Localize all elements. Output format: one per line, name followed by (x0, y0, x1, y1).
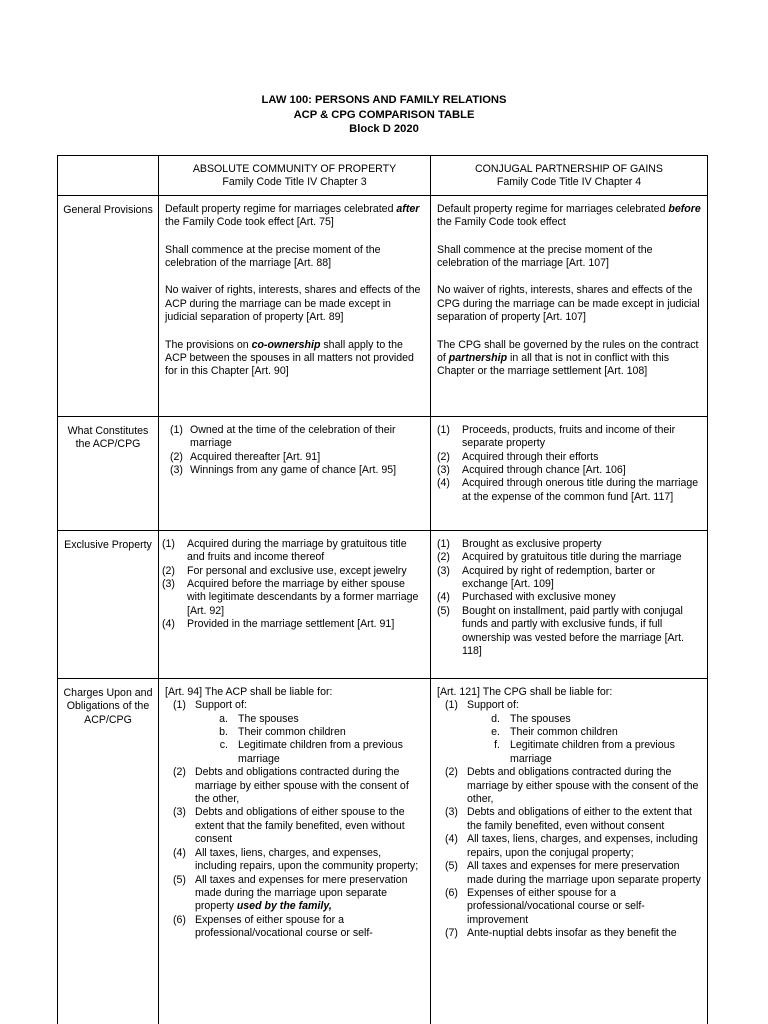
list-item: Debts and obligations of either to the extent that the family benefited, even without consent (467, 806, 692, 832)
list-number: (4) (445, 833, 458, 846)
cpg-charges-cell (431, 678, 708, 1024)
cpg-exclusive-cell (431, 530, 708, 678)
sublist-item: The spouses (238, 712, 299, 725)
list-number: (4) (437, 477, 450, 490)
list-number: (2) (173, 766, 186, 779)
list-item (195, 874, 425, 914)
list-number: (3) (437, 464, 450, 477)
acp-support-sublist (195, 713, 425, 767)
list-item: Debts and obligations of either spouse to the extent that the family benefited, even without consent (195, 806, 405, 846)
row-label-charges: Charges Upon and Obligations of the ACP/CPG (58, 678, 159, 1024)
list-number: (6) (445, 886, 458, 899)
list-number: (3) (445, 806, 458, 819)
list-number: (2) (445, 766, 458, 779)
cpg-column-header (431, 156, 708, 196)
acp-general-cell (159, 195, 431, 416)
list-number: (2) (437, 551, 450, 564)
row-label-what-constitutes: What Constitutes the ACP/CPG (58, 416, 159, 530)
sublist-letter: a. (219, 712, 228, 725)
cpg-p4-text-end: in all that is not in conflict with this Chapter or the marriage settlement [Art. 108] (437, 352, 669, 378)
acp-p4-text-end: shall apply to the ACP between the spouses in all matters not provided for in this Chapter [Art. 90] (165, 338, 414, 378)
cpg-p4-text: The CPG shall be governed by the rules on the contract of (437, 338, 699, 365)
acp-exclusive-cell (159, 530, 431, 678)
block-label: Block D 2020 (349, 123, 419, 135)
sublist-item: The spouses (510, 712, 571, 725)
acp-general-p1 (165, 203, 425, 230)
list-item: Brought as exclusive property (462, 537, 602, 550)
charges-row (58, 678, 708, 1024)
list-item: Owned at the time of the celebration of their marriage (190, 423, 396, 450)
acp-p1-emphasis: after (396, 202, 420, 215)
list-item: Acquired during the marriage by gratuitous title and fruits and income thereof (187, 537, 407, 564)
list-item: Bought on installment, paid partly with conjugal funds and partly with exclusive funds, if full ownership was vested before the marriage [Art. 118] (462, 604, 684, 658)
list-item: Debts and obligations contracted during the marriage by either spouse with the consent of the other, (467, 766, 699, 806)
list-item: Support of: (195, 699, 247, 712)
sublist-item: Their common children (510, 726, 618, 739)
table-title: ACP & CPG COMPARISON TABLE (293, 108, 475, 121)
comparison-table (57, 155, 708, 1024)
acp-subtitle: Family Code Title IV Chapter 3 (222, 176, 367, 189)
list-number: (3) (162, 578, 175, 591)
sublist-item: Their common children (238, 726, 346, 739)
cpg-title: CONJUGAL PARTNERSHIP OF GAINS (475, 163, 663, 175)
list-number: (2) (170, 450, 183, 463)
list-number: (1) (437, 537, 450, 550)
list-number: (1) (162, 537, 175, 550)
list-number: (4) (162, 618, 175, 631)
exclusive-property-row (58, 530, 708, 678)
document-header (0, 93, 768, 137)
list-item: For personal and exclusive use, except jewelry (187, 564, 407, 577)
cpg-charges-intro: [Art. 121] The CPG shall be liable for: (437, 685, 613, 698)
row-label-exclusive: Exclusive Property (58, 530, 159, 678)
acp-exclusive-list (162, 538, 425, 632)
list-number: (1) (445, 699, 458, 712)
list-item: All taxes, liens, charges, and expenses, including repairs, upon the conjugal property; (467, 833, 698, 859)
list-number: (5) (173, 873, 186, 886)
sublist-item: Legitimate children from a previous marriage (238, 739, 403, 765)
cpg-general-cell (431, 195, 708, 416)
cpg-p1-text: Default property regime for marriages celebrated (437, 202, 669, 215)
cpg-general-p4 (437, 339, 702, 379)
cpg-p1-emphasis: before (668, 202, 701, 215)
list-item: All taxes, liens, charges, and expenses, including repairs, upon the community property; (195, 846, 419, 873)
list-number: (5) (437, 604, 450, 617)
spacer (165, 713, 195, 767)
item-text: All taxes and expenses for mere preservation made during the marriage upon separate property (195, 873, 408, 913)
list-item: Expenses of either spouse for a professional/vocational course or self-improvement (467, 886, 645, 926)
cpg-charges-list (437, 699, 702, 940)
cpg-p4-emphasis: partnership (448, 352, 508, 365)
cpg-p1-text-end: the Family Code took effect (437, 216, 566, 229)
list-item: Acquired thereafter [Art. 91] (190, 450, 321, 463)
acp-charges-list (165, 699, 425, 940)
sublist-letter: c. (219, 739, 228, 752)
list-item: Acquired by right of redemption, barter or exchange [Art. 109] (462, 564, 656, 591)
list-item: Expenses of either spouse for a professional/vocational course or self- (195, 913, 373, 940)
list-item: Support of: (467, 699, 519, 712)
what-constitutes-row (58, 416, 708, 530)
list-number: (4) (437, 591, 450, 604)
sublist-letter: f. (494, 739, 500, 752)
list-item: Debts and obligations contracted during the marriage by either spouse with the consent of the other, (195, 766, 409, 806)
list-number: (5) (445, 860, 458, 873)
acp-general-p3: No waiver of rights, interests, shares and effects of the ACP during the marriage can be made except in judicial separation of property [Art. 89] (165, 284, 421, 324)
list-item: Provided in the marriage settlement [Art. 91] (187, 618, 395, 631)
cpg-exclusive-list (437, 538, 702, 659)
list-item: Acquired through their efforts (462, 450, 599, 463)
acp-general-p2: Shall commence at the precise moment of the celebration of the marriage [Art. 88] (165, 243, 381, 270)
acp-what-cell (159, 416, 431, 530)
list-number: (1) (170, 423, 183, 436)
cpg-support-sublist (467, 713, 702, 767)
cpg-what-list (437, 424, 702, 504)
list-number: (3) (437, 564, 450, 577)
acp-title: ABSOLUTE COMMUNITY OF PROPERTY (192, 163, 397, 175)
cpg-general-p1 (437, 203, 702, 230)
list-number: (3) (173, 806, 186, 819)
column-header-row (58, 156, 708, 196)
cpg-subtitle: Family Code Title IV Chapter 4 (496, 176, 642, 189)
list-item: Acquired before the marriage by either spouse with legitimate descendants by a former marriage [Art. 92] (187, 578, 419, 617)
sublist-letter: d. (491, 712, 500, 725)
list-number: (1) (437, 423, 450, 436)
list-item: All taxes and expenses for mere preservation made during the marriage upon separate property (467, 860, 701, 886)
cpg-general-p3: No waiver of rights, interests, shares and effects of the CPG during the marriage can be made except in judicial separation of property [Art. 107] (437, 284, 700, 324)
list-number: (1) (173, 699, 186, 712)
list-number: (2) (437, 450, 450, 463)
sublist-letter: b. (219, 726, 228, 739)
list-number: (3) (170, 464, 183, 477)
list-item: Acquired through onerous title during the marriage at the expense of the common fund [Art. 117] (462, 477, 699, 503)
sublist-item: Legitimate children from a previous marriage (510, 739, 675, 765)
list-number: (2) (162, 564, 175, 577)
acp-charges-cell (159, 678, 431, 1024)
acp-p1-text-end: the Family Code took effect [Art. 75] (165, 216, 334, 229)
item-emphasis: used by the family, (236, 900, 332, 913)
list-item: Purchased with exclusive money (462, 591, 616, 604)
acp-general-p4 (165, 339, 425, 379)
acp-charges-intro: [Art. 94] The ACP shall be liable for: (165, 685, 333, 698)
list-item: Acquired through chance [Art. 106] (462, 464, 626, 477)
list-number: (4) (173, 846, 186, 859)
acp-what-list (165, 424, 425, 478)
acp-column-header (159, 156, 431, 196)
spacer (437, 713, 467, 767)
acp-p4-emphasis: co-ownership (251, 338, 321, 351)
list-number: (6) (173, 913, 186, 926)
acp-p1-text: Default property regime for marriages celebrated (165, 202, 397, 215)
list-number: (7) (445, 927, 458, 940)
list-item: Proceeds, products, fruits and income of their separate property (462, 423, 676, 450)
cpg-what-cell (431, 416, 708, 530)
row-label-general: General Provisions (58, 195, 159, 416)
course-title: LAW 100: PERSONS AND FAMILY RELATIONS (261, 94, 507, 106)
general-provisions-row (58, 195, 708, 416)
cpg-general-p2: Shall commence at the precise moment of the celebration of the marriage [Art. 107] (437, 243, 653, 270)
acp-p4-text: The provisions on (165, 338, 252, 351)
list-item: Acquired by gratuitous title during the marriage (462, 551, 682, 564)
list-item: Ante-nuptial debts insofar as they benefit the (467, 927, 677, 940)
sublist-letter: e. (491, 726, 500, 739)
list-item: Winnings from any game of chance [Art. 95] (190, 464, 397, 477)
corner-cell (58, 156, 159, 196)
